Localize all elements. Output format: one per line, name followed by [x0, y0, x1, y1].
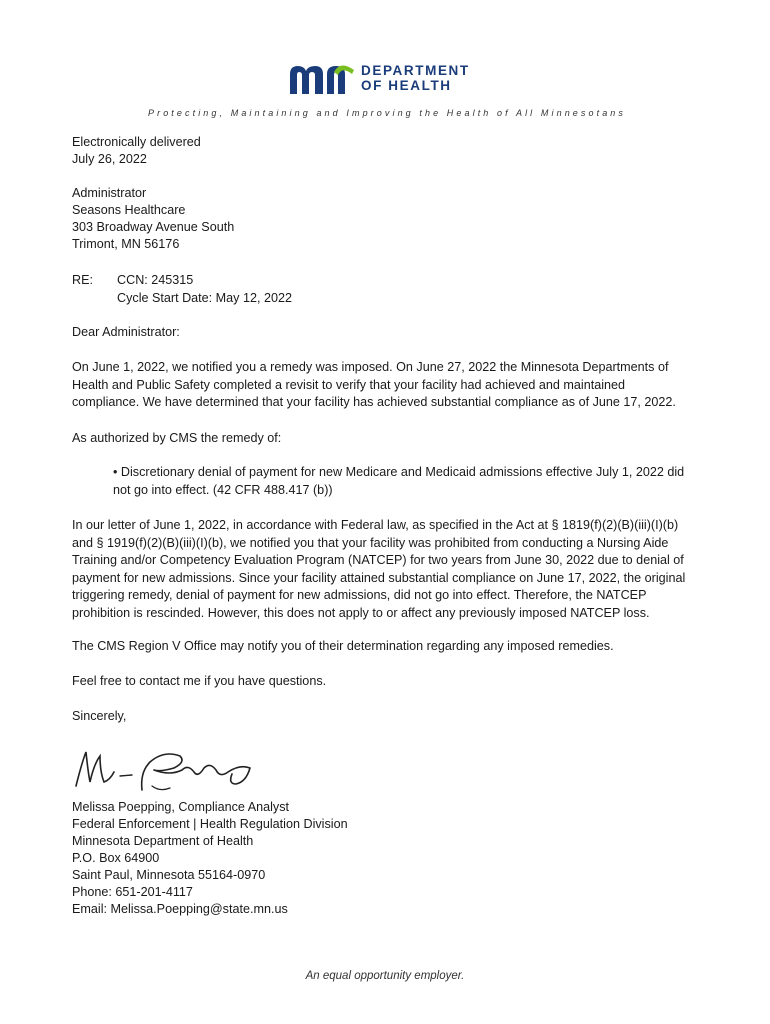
department-name — [361, 63, 470, 93]
recipient-title: Administrator — [72, 186, 147, 200]
recipient-street: 303 Broadway Avenue South — [72, 220, 235, 234]
paragraph-contact: Feel free to contact me if you have questions. — [72, 674, 327, 688]
signer-email[interactable]: Email: Melissa.Poepping@state.mn.us — [72, 902, 288, 916]
recipient-facility: Seasons Healthcare — [72, 203, 186, 217]
department-line2: OF HEALTH — [361, 78, 452, 93]
delivery-method: Electronically delivered — [72, 135, 201, 149]
paragraph-natcep: In our letter of June 1, 2022, in accordance with Federal law, as specified in the Act at § 1819(f)(2)(B)(iii)(I)(b) and § 1919(f)(2)(B)(iii)(I)(b), we notified you that your facility was prohibited from conducting a Nursing Aide Training and/or Competency Evaluation Program (NATCEP) for two years from June 30, 2022 due to denial of payment for new admissions. Since your facility attained substantial compliance on June 17, 2022, the original triggering remedy, denial of payment for new admissions, did not go into effect. Therefore, the NATCEP prohibition is rescinded. However, this does not apply to or affect any previously imposed NATCEP loss. — [72, 518, 686, 620]
signer-city: Saint Paul, Minnesota 55164-0970 — [72, 868, 266, 882]
department-line1: DEPARTMENT — [361, 63, 470, 78]
mdh-logo — [288, 62, 488, 98]
paragraph-remedy-notice: On June 1, 2022, we notified you a remedy was imposed. On June 27, 2022 the Minnesota Departments of Health and Public Safety completed a revisit to verify that your facility had achieved and maintained compliance. We have determined that your facility has achieved substantial compliance as of June 17, 2022. — [72, 360, 676, 409]
paragraph-authorized: As authorized by CMS the remedy of: — [72, 431, 282, 445]
signer-phone: Phone: 651-201-4117 — [72, 885, 193, 899]
signer-name-title: Melissa Poepping, Compliance Analyst — [72, 800, 290, 814]
bullet-remedy: • Discretionary denial of payment for new Medicare and Medicaid admissions effective July 1, 2022 did not go into effect. (42 CFR 488.417 (b)) — [113, 465, 685, 497]
re-ccn: CCN: 245315 — [117, 273, 194, 287]
re-label: RE: — [72, 273, 93, 287]
handwritten-signature — [70, 742, 260, 800]
paragraph-cms-region: The CMS Region V Office may notify you of their determination regarding any imposed remedies. — [72, 639, 614, 653]
signer-po-box: P.O. Box 64900 — [72, 851, 160, 865]
salutation: Dear Administrator: — [72, 325, 180, 339]
mn-logo-mark-icon — [288, 62, 360, 96]
footer-statement: An equal opportunity employer. — [305, 970, 465, 982]
signer-division: Federal Enforcement | Health Regulation Division — [72, 817, 348, 831]
letter-date: July 26, 2022 — [72, 152, 147, 166]
re-cycle-date: Cycle Start Date: May 12, 2022 — [117, 291, 292, 305]
recipient-city: Trimont, MN 56176 — [72, 237, 180, 251]
closing: Sincerely, — [72, 709, 127, 723]
signer-department: Minnesota Department of Health — [72, 834, 254, 848]
tagline: Protecting, Maintaining and Improving the Health of All Minnesotans — [148, 108, 627, 118]
